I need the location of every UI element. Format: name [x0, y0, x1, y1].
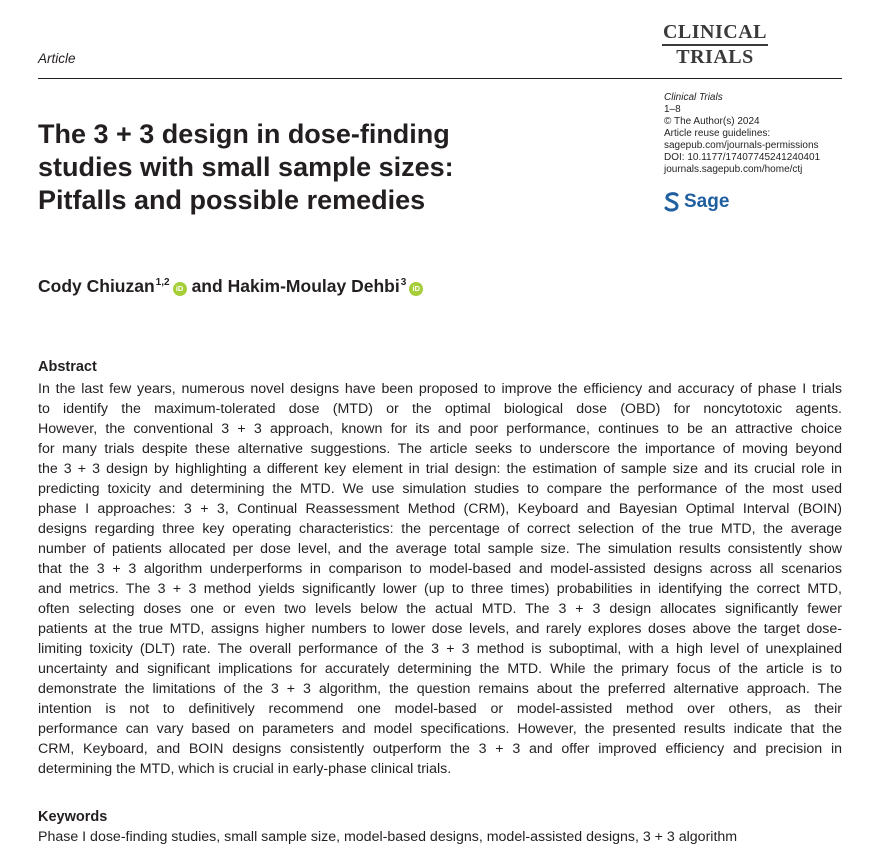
abstract-line: for many trials despite these alternative suggestions. The article seeks to underscore the importance of moving beyond	[38, 441, 842, 457]
meta-reuse-label: Article reuse guidelines:	[664, 128, 771, 139]
abstract-line: determining the MTD, which is crucial in early-phase clinical trials.	[38, 761, 452, 777]
abstract-line: CRM, Keyboard, and BOIN designs consistently outperform the 3 + 3 and offer improved efficiency and precision in	[38, 741, 842, 757]
keywords-heading: Keywords	[38, 809, 108, 825]
journal-logo-line1: CLINICAL	[662, 22, 768, 46]
article-type-label: Article	[38, 51, 76, 66]
author-name: Cody Chiuzan	[38, 276, 155, 296]
abstract-body	[38, 379, 842, 779]
header-divider	[38, 78, 842, 79]
journal-logo	[662, 22, 768, 68]
orcid-icon[interactable]: iD	[409, 282, 423, 296]
abstract-line: patients at the true MTD, assigns higher numbers to lower dose levels, and rarely explores doses above the target dose-	[38, 621, 842, 637]
abstract-line: and metrics. The 3 + 3 method yields significantly lower (up to three times) probabilities in identifying the correct MTD,	[38, 581, 842, 597]
author-list	[38, 276, 428, 297]
meta-pages: 1–8	[664, 104, 681, 115]
article-title	[38, 118, 598, 217]
article-metadata	[664, 92, 844, 176]
abstract-heading: Abstract	[38, 359, 97, 375]
abstract-line: In the last few years, numerous novel designs have been proposed to improve the efficiency and accuracy of phase I trials	[38, 381, 842, 397]
orcid-icon[interactable]: iD	[173, 282, 187, 296]
title-line: studies with small sample sizes:	[38, 152, 454, 182]
meta-journal-name: Clinical Trials	[664, 92, 723, 103]
title-line: Pitfalls and possible remedies	[38, 185, 426, 215]
publisher-name: Sage	[684, 191, 730, 212]
abstract-line: that the 3 + 3 algorithm underperforms in comparison to model-based and model-assisted designs across all scenarios	[38, 561, 842, 577]
author-name: Hakim-Moulay Dehbi	[227, 276, 400, 296]
meta-doi[interactable]: DOI: 10.1177/17407745241240401	[664, 152, 821, 163]
publisher-logo	[664, 191, 729, 213]
abstract-line: the 3 + 3 design by highlighting a different key element in trial design: the estimation of sample size and its crucial role in	[38, 461, 842, 477]
abstract-line: intention is not to definitively recommend one model-based or model-assisted method over others, as their	[38, 701, 842, 717]
author-affiliation: 3	[400, 277, 407, 288]
author-connector: and	[191, 276, 223, 296]
abstract-line: limiting toxicity (DLT) rate. The overall performance of the 3 + 3 method is suboptimal, with a high level of unexplained	[38, 641, 842, 657]
keywords-text: Phase I dose-finding studies, small sample size, model-based designs, model-assisted designs, 3 + 3 algorithm	[38, 829, 738, 845]
author-affiliation: 1,2	[155, 277, 170, 288]
abstract-line: to identify the maximum-tolerated dose (MTD) or the optimal biological dose (OBD) for noncytotoxic agents.	[38, 401, 842, 417]
meta-journal-link[interactable]: journals.sagepub.com/home/ctj	[664, 164, 803, 175]
abstract-line: demonstrate the limitations of the 3 + 3 algorithm, the question remains about the preferred alternative approach. The	[38, 681, 842, 697]
meta-reuse-link[interactable]: sagepub.com/journals-permissions	[664, 140, 819, 151]
title-line: The 3 + 3 design in dose-finding	[38, 119, 450, 149]
abstract-line: predicting toxicity and determining the MTD. We use simulation studies to compare the performance of the most used	[38, 481, 842, 497]
abstract-line: However, the conventional 3 + 3 approach, known for its and poor performance, continues to be an attractive choice	[38, 421, 842, 437]
meta-copyright: © The Author(s) 2024	[664, 116, 760, 127]
abstract-line: performance can vary based on parameters and model specifications. However, the presented results indicate that the	[38, 721, 842, 737]
abstract-line: uncertainty and significant implications for accurately determining the MTD. While the primary focus of the article is to	[38, 661, 842, 677]
sage-s-icon	[664, 192, 680, 212]
abstract-line: often selecting doses one or even two levels below the actual MTD. The 3 + 3 design allocates significantly fewer	[38, 601, 842, 617]
journal-logo-line2: TRIALS	[676, 46, 754, 68]
abstract-line: designs regarding three key operating characteristics: the percentage of correct selection of the true MTD, the average	[38, 521, 842, 537]
abstract-line: number of patients allocated per dose level, and the average total sample size. The simulation results consistently show	[38, 541, 842, 557]
abstract-line: phase I approaches: 3 + 3, Continual Reassessment Method (CRM), Keyboard and Bayesian Optimal Interval (BOIN)	[38, 501, 842, 517]
